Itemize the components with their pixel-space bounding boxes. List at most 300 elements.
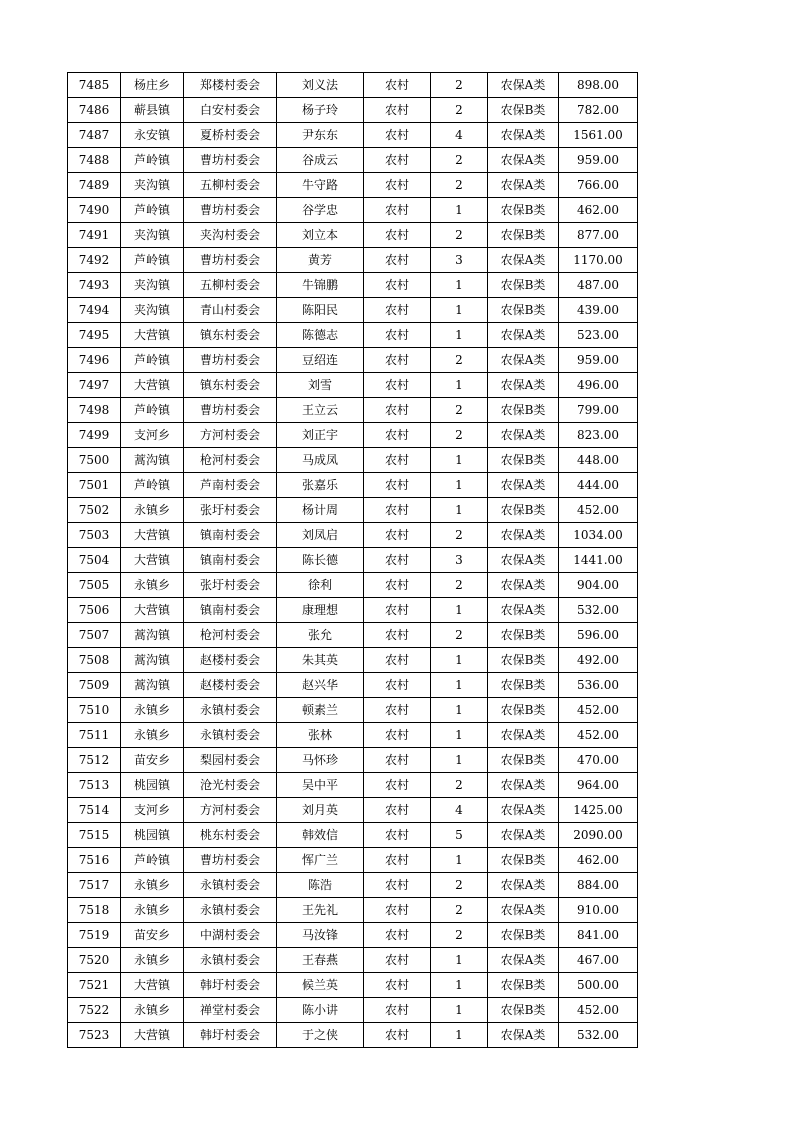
village-committee-cell: 方河村委会 [184, 798, 277, 823]
amount-cell: 766.00 [559, 173, 638, 198]
record-number-cell: 7500 [68, 448, 121, 473]
record-number-cell: 7489 [68, 173, 121, 198]
table-row [68, 173, 638, 198]
village-committee-cell: 赵楼村委会 [184, 648, 277, 673]
township-cell: 芦岭镇 [121, 848, 184, 873]
amount-cell: 910.00 [559, 898, 638, 923]
table-row [68, 573, 638, 598]
township-cell: 夹沟镇 [121, 173, 184, 198]
village-committee-cell: 白安村委会 [184, 98, 277, 123]
table-row [68, 948, 638, 973]
insurance-category-cell: 农保A类 [488, 373, 559, 398]
person-name-cell: 赵兴华 [277, 673, 364, 698]
village-committee-cell: 郑楼村委会 [184, 73, 277, 98]
record-number-cell: 7485 [68, 73, 121, 98]
village-committee-cell: 中湖村委会 [184, 923, 277, 948]
person-name-cell: 陈德志 [277, 323, 364, 348]
record-number-cell: 7507 [68, 623, 121, 648]
person-name-cell: 刘义法 [277, 73, 364, 98]
village-committee-cell: 梨园村委会 [184, 748, 277, 773]
person-name-cell: 恽广兰 [277, 848, 364, 873]
township-cell: 大营镇 [121, 973, 184, 998]
person-name-cell: 陈浩 [277, 873, 364, 898]
township-cell: 支河乡 [121, 798, 184, 823]
township-cell: 蒿沟镇 [121, 448, 184, 473]
household-size-cell: 1 [431, 198, 488, 223]
person-name-cell: 徐利 [277, 573, 364, 598]
data-table [67, 72, 638, 1048]
person-name-cell: 马汝锋 [277, 923, 364, 948]
person-name-cell: 杨计周 [277, 498, 364, 523]
insurance-category-cell: 农保A类 [488, 123, 559, 148]
village-committee-cell: 张圩村委会 [184, 573, 277, 598]
household-size-cell: 3 [431, 548, 488, 573]
household-size-cell: 2 [431, 73, 488, 98]
insurance-category-cell: 农保B类 [488, 973, 559, 998]
insurance-category-cell: 农保B类 [488, 648, 559, 673]
person-name-cell: 张允 [277, 623, 364, 648]
township-cell: 蕲县镇 [121, 98, 184, 123]
township-cell: 桃园镇 [121, 823, 184, 848]
insurance-category-cell: 农保B类 [488, 448, 559, 473]
insurance-category-cell: 农保B类 [488, 223, 559, 248]
table-row [68, 123, 638, 148]
household-size-cell: 2 [431, 173, 488, 198]
area-type-cell: 农村 [364, 898, 431, 923]
area-type-cell: 农村 [364, 648, 431, 673]
township-cell: 永镇乡 [121, 698, 184, 723]
amount-cell: 452.00 [559, 698, 638, 723]
person-name-cell: 牛守路 [277, 173, 364, 198]
township-cell: 大营镇 [121, 523, 184, 548]
area-type-cell: 农村 [364, 1023, 431, 1048]
record-number-cell: 7511 [68, 723, 121, 748]
township-cell: 芦岭镇 [121, 398, 184, 423]
household-size-cell: 4 [431, 798, 488, 823]
area-type-cell: 农村 [364, 248, 431, 273]
township-cell: 桃园镇 [121, 773, 184, 798]
village-committee-cell: 桃东村委会 [184, 823, 277, 848]
person-name-cell: 张嘉乐 [277, 473, 364, 498]
amount-cell: 452.00 [559, 498, 638, 523]
area-type-cell: 农村 [364, 548, 431, 573]
person-name-cell: 刘立本 [277, 223, 364, 248]
village-committee-cell: 韩圩村委会 [184, 1023, 277, 1048]
village-committee-cell: 曹坊村委会 [184, 248, 277, 273]
village-committee-cell: 枪河村委会 [184, 448, 277, 473]
area-type-cell: 农村 [364, 773, 431, 798]
village-committee-cell: 五柳村委会 [184, 273, 277, 298]
person-name-cell: 牛锦鹏 [277, 273, 364, 298]
village-committee-cell: 青山村委会 [184, 298, 277, 323]
person-name-cell: 陈长德 [277, 548, 364, 573]
record-number-cell: 7515 [68, 823, 121, 848]
record-number-cell: 7494 [68, 298, 121, 323]
table-row [68, 248, 638, 273]
township-cell: 苗安乡 [121, 748, 184, 773]
township-cell: 芦岭镇 [121, 198, 184, 223]
amount-cell: 1425.00 [559, 798, 638, 823]
record-number-cell: 7523 [68, 1023, 121, 1048]
amount-cell: 462.00 [559, 198, 638, 223]
amount-cell: 532.00 [559, 598, 638, 623]
person-name-cell: 刘雪 [277, 373, 364, 398]
insurance-category-cell: 农保A类 [488, 73, 559, 98]
table-row [68, 823, 638, 848]
person-name-cell: 谷学忠 [277, 198, 364, 223]
village-committee-cell: 永镇村委会 [184, 723, 277, 748]
area-type-cell: 农村 [364, 123, 431, 148]
village-committee-cell: 永镇村委会 [184, 873, 277, 898]
amount-cell: 904.00 [559, 573, 638, 598]
area-type-cell: 农村 [364, 223, 431, 248]
table-row [68, 373, 638, 398]
household-size-cell: 1 [431, 598, 488, 623]
amount-cell: 1441.00 [559, 548, 638, 573]
township-cell: 夹沟镇 [121, 223, 184, 248]
person-name-cell: 朱其英 [277, 648, 364, 673]
record-number-cell: 7487 [68, 123, 121, 148]
village-committee-cell: 镇南村委会 [184, 598, 277, 623]
household-size-cell: 1 [431, 748, 488, 773]
area-type-cell: 农村 [364, 273, 431, 298]
insurance-category-cell: 农保B类 [488, 498, 559, 523]
household-size-cell: 1 [431, 673, 488, 698]
record-number-cell: 7521 [68, 973, 121, 998]
record-number-cell: 7493 [68, 273, 121, 298]
table-row [68, 498, 638, 523]
table-row [68, 873, 638, 898]
household-size-cell: 1 [431, 373, 488, 398]
area-type-cell: 农村 [364, 148, 431, 173]
township-cell: 大营镇 [121, 323, 184, 348]
person-name-cell: 马怀珍 [277, 748, 364, 773]
village-committee-cell: 沧光村委会 [184, 773, 277, 798]
table-row [68, 673, 638, 698]
person-name-cell: 尹东东 [277, 123, 364, 148]
village-committee-cell: 枪河村委会 [184, 623, 277, 648]
township-cell: 永镇乡 [121, 573, 184, 598]
village-committee-cell: 镇东村委会 [184, 373, 277, 398]
township-cell: 蒿沟镇 [121, 623, 184, 648]
record-number-cell: 7522 [68, 998, 121, 1023]
record-number-cell: 7510 [68, 698, 121, 723]
area-type-cell: 农村 [364, 423, 431, 448]
amount-cell: 877.00 [559, 223, 638, 248]
insurance-category-cell: 农保B类 [488, 273, 559, 298]
area-type-cell: 农村 [364, 573, 431, 598]
record-number-cell: 7508 [68, 648, 121, 673]
insurance-category-cell: 农保A类 [488, 823, 559, 848]
amount-cell: 439.00 [559, 298, 638, 323]
insurance-category-cell: 农保B类 [488, 98, 559, 123]
village-committee-cell: 方河村委会 [184, 423, 277, 448]
table-row [68, 1023, 638, 1048]
table-row [68, 848, 638, 873]
table-row [68, 748, 638, 773]
table-row [68, 598, 638, 623]
area-type-cell: 农村 [364, 298, 431, 323]
area-type-cell: 农村 [364, 448, 431, 473]
village-committee-cell: 曹坊村委会 [184, 198, 277, 223]
person-name-cell: 马成凤 [277, 448, 364, 473]
insurance-category-cell: 农保B类 [488, 848, 559, 873]
township-cell: 永镇乡 [121, 498, 184, 523]
insurance-category-cell: 农保B类 [488, 673, 559, 698]
record-number-cell: 7512 [68, 748, 121, 773]
insurance-category-cell: 农保A类 [488, 173, 559, 198]
household-size-cell: 1 [431, 698, 488, 723]
table-row [68, 773, 638, 798]
township-cell: 杨庄乡 [121, 73, 184, 98]
amount-cell: 1561.00 [559, 123, 638, 148]
record-number-cell: 7503 [68, 523, 121, 548]
person-name-cell: 王先礼 [277, 898, 364, 923]
township-cell: 大营镇 [121, 373, 184, 398]
area-type-cell: 农村 [364, 948, 431, 973]
amount-cell: 470.00 [559, 748, 638, 773]
amount-cell: 782.00 [559, 98, 638, 123]
insurance-category-cell: 农保A类 [488, 573, 559, 598]
area-type-cell: 农村 [364, 723, 431, 748]
insurance-category-cell: 农保B类 [488, 923, 559, 948]
area-type-cell: 农村 [364, 498, 431, 523]
area-type-cell: 农村 [364, 823, 431, 848]
household-size-cell: 1 [431, 723, 488, 748]
record-number-cell: 7516 [68, 848, 121, 873]
insurance-category-cell: 农保A类 [488, 348, 559, 373]
area-type-cell: 农村 [364, 673, 431, 698]
household-size-cell: 2 [431, 223, 488, 248]
record-number-cell: 7513 [68, 773, 121, 798]
record-number-cell: 7518 [68, 898, 121, 923]
person-name-cell: 谷成云 [277, 148, 364, 173]
household-size-cell: 1 [431, 1023, 488, 1048]
record-number-cell: 7519 [68, 923, 121, 948]
insurance-category-cell: 农保A类 [488, 773, 559, 798]
table-row [68, 473, 638, 498]
village-committee-cell: 夹沟村委会 [184, 223, 277, 248]
table-row [68, 348, 638, 373]
table-row [68, 98, 638, 123]
amount-cell: 2090.00 [559, 823, 638, 848]
person-name-cell: 王立云 [277, 398, 364, 423]
area-type-cell: 农村 [364, 698, 431, 723]
township-cell: 永镇乡 [121, 898, 184, 923]
household-size-cell: 1 [431, 973, 488, 998]
table-row [68, 423, 638, 448]
village-committee-cell: 韩圩村委会 [184, 973, 277, 998]
village-committee-cell: 曹坊村委会 [184, 148, 277, 173]
township-cell: 蒿沟镇 [121, 673, 184, 698]
amount-cell: 1170.00 [559, 248, 638, 273]
area-type-cell: 农村 [364, 748, 431, 773]
village-committee-cell: 镇东村委会 [184, 323, 277, 348]
village-committee-cell: 五柳村委会 [184, 173, 277, 198]
table-row [68, 323, 638, 348]
record-number-cell: 7492 [68, 248, 121, 273]
person-name-cell: 韩效信 [277, 823, 364, 848]
township-cell: 永安镇 [121, 123, 184, 148]
area-type-cell: 农村 [364, 973, 431, 998]
household-size-cell: 2 [431, 898, 488, 923]
record-number-cell: 7517 [68, 873, 121, 898]
person-name-cell: 豆绍连 [277, 348, 364, 373]
person-name-cell: 刘正宇 [277, 423, 364, 448]
household-size-cell: 2 [431, 423, 488, 448]
household-size-cell: 2 [431, 773, 488, 798]
township-cell: 永镇乡 [121, 873, 184, 898]
township-cell: 芦岭镇 [121, 348, 184, 373]
area-type-cell: 农村 [364, 98, 431, 123]
insurance-category-cell: 农保A类 [488, 873, 559, 898]
person-name-cell: 候兰英 [277, 973, 364, 998]
person-name-cell: 陈阳民 [277, 298, 364, 323]
village-committee-cell: 永镇村委会 [184, 698, 277, 723]
insurance-category-cell: 农保A类 [488, 1023, 559, 1048]
table-row [68, 298, 638, 323]
household-size-cell: 1 [431, 498, 488, 523]
amount-cell: 452.00 [559, 723, 638, 748]
table-row [68, 273, 638, 298]
area-type-cell: 农村 [364, 398, 431, 423]
township-cell: 大营镇 [121, 598, 184, 623]
township-cell: 芦岭镇 [121, 473, 184, 498]
record-number-cell: 7504 [68, 548, 121, 573]
table-row [68, 898, 638, 923]
person-name-cell: 康理想 [277, 598, 364, 623]
township-cell: 支河乡 [121, 423, 184, 448]
amount-cell: 487.00 [559, 273, 638, 298]
record-number-cell: 7499 [68, 423, 121, 448]
village-committee-cell: 镇南村委会 [184, 523, 277, 548]
area-type-cell: 农村 [364, 798, 431, 823]
township-cell: 苗安乡 [121, 923, 184, 948]
amount-cell: 596.00 [559, 623, 638, 648]
person-name-cell: 杨子玲 [277, 98, 364, 123]
record-number-cell: 7505 [68, 573, 121, 598]
household-size-cell: 1 [431, 323, 488, 348]
insurance-category-cell: 农保A类 [488, 898, 559, 923]
person-name-cell: 顿素兰 [277, 698, 364, 723]
insurance-category-cell: 农保A类 [488, 798, 559, 823]
household-size-cell: 1 [431, 298, 488, 323]
household-size-cell: 1 [431, 948, 488, 973]
household-size-cell: 1 [431, 648, 488, 673]
insurance-category-cell: 农保A类 [488, 323, 559, 348]
table-row [68, 623, 638, 648]
insurance-category-cell: 农保A类 [488, 248, 559, 273]
amount-cell: 959.00 [559, 148, 638, 173]
township-cell: 芦岭镇 [121, 148, 184, 173]
insurance-category-cell: 农保A类 [488, 723, 559, 748]
household-size-cell: 2 [431, 923, 488, 948]
household-size-cell: 2 [431, 873, 488, 898]
record-number-cell: 7496 [68, 348, 121, 373]
area-type-cell: 农村 [364, 998, 431, 1023]
village-committee-cell: 芦南村委会 [184, 473, 277, 498]
insurance-category-cell: 农保A类 [488, 948, 559, 973]
table-row [68, 923, 638, 948]
table-row [68, 973, 638, 998]
table-row [68, 523, 638, 548]
amount-cell: 532.00 [559, 1023, 638, 1048]
area-type-cell: 农村 [364, 598, 431, 623]
record-number-cell: 7486 [68, 98, 121, 123]
person-name-cell: 王春燕 [277, 948, 364, 973]
township-cell: 夹沟镇 [121, 298, 184, 323]
area-type-cell: 农村 [364, 198, 431, 223]
amount-cell: 799.00 [559, 398, 638, 423]
table-row [68, 198, 638, 223]
insurance-category-cell: 农保B类 [488, 298, 559, 323]
household-size-cell: 1 [431, 273, 488, 298]
household-size-cell: 1 [431, 473, 488, 498]
township-cell: 永镇乡 [121, 723, 184, 748]
insurance-category-cell: 农保A类 [488, 523, 559, 548]
amount-cell: 496.00 [559, 373, 638, 398]
table-row [68, 548, 638, 573]
area-type-cell: 农村 [364, 623, 431, 648]
amount-cell: 452.00 [559, 998, 638, 1023]
household-size-cell: 5 [431, 823, 488, 848]
village-committee-cell: 曹坊村委会 [184, 398, 277, 423]
area-type-cell: 农村 [364, 348, 431, 373]
table-row [68, 148, 638, 173]
insurance-category-cell: 农保B类 [488, 198, 559, 223]
area-type-cell: 农村 [364, 323, 431, 348]
household-size-cell: 2 [431, 398, 488, 423]
village-committee-cell: 镇南村委会 [184, 548, 277, 573]
insurance-category-cell: 农保B类 [488, 748, 559, 773]
person-name-cell: 张林 [277, 723, 364, 748]
household-size-cell: 2 [431, 148, 488, 173]
area-type-cell: 农村 [364, 873, 431, 898]
person-name-cell: 于之侠 [277, 1023, 364, 1048]
insurance-category-cell: 农保A类 [488, 423, 559, 448]
amount-cell: 467.00 [559, 948, 638, 973]
amount-cell: 523.00 [559, 323, 638, 348]
person-name-cell: 刘月英 [277, 798, 364, 823]
record-number-cell: 7495 [68, 323, 121, 348]
amount-cell: 492.00 [559, 648, 638, 673]
amount-cell: 898.00 [559, 73, 638, 98]
insurance-category-cell: 农保B类 [488, 623, 559, 648]
area-type-cell: 农村 [364, 173, 431, 198]
household-size-cell: 1 [431, 848, 488, 873]
table-row [68, 73, 638, 98]
table-row [68, 698, 638, 723]
village-committee-cell: 张圩村委会 [184, 498, 277, 523]
record-number-cell: 7502 [68, 498, 121, 523]
table-row [68, 648, 638, 673]
insurance-category-cell: 农保B类 [488, 698, 559, 723]
table-row [68, 448, 638, 473]
village-committee-cell: 禅堂村委会 [184, 998, 277, 1023]
record-number-cell: 7509 [68, 673, 121, 698]
insurance-category-cell: 农保A类 [488, 148, 559, 173]
amount-cell: 1034.00 [559, 523, 638, 548]
person-name-cell: 吴中平 [277, 773, 364, 798]
table-row [68, 798, 638, 823]
household-size-cell: 3 [431, 248, 488, 273]
household-size-cell: 1 [431, 998, 488, 1023]
village-committee-cell: 曹坊村委会 [184, 848, 277, 873]
village-committee-cell: 永镇村委会 [184, 948, 277, 973]
amount-cell: 959.00 [559, 348, 638, 373]
township-cell: 蒿沟镇 [121, 648, 184, 673]
village-committee-cell: 夏桥村委会 [184, 123, 277, 148]
